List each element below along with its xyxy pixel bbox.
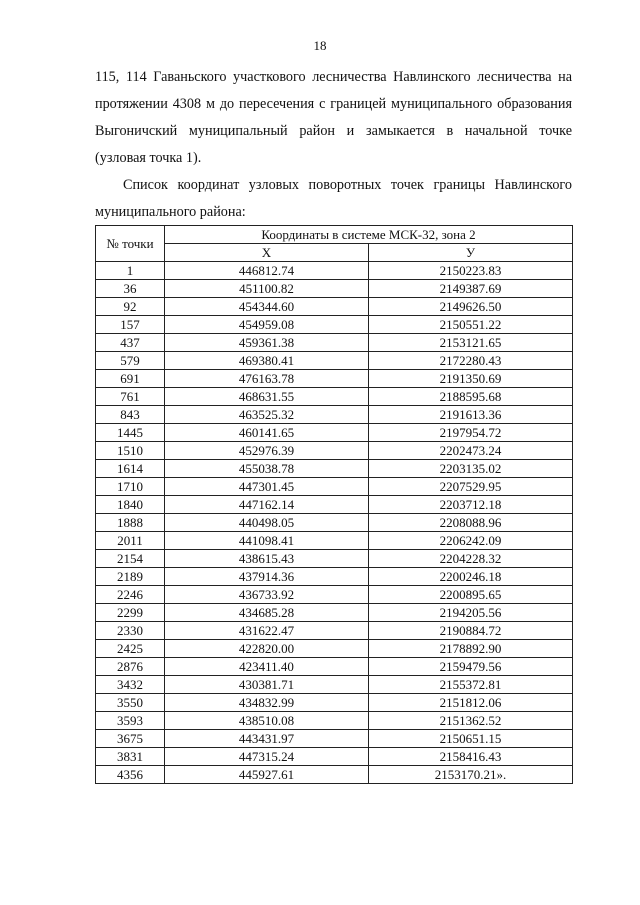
cell-y: 2190884.72 bbox=[369, 622, 573, 640]
cell-point: 1445 bbox=[96, 424, 165, 442]
table-row bbox=[96, 730, 573, 748]
table-row bbox=[96, 550, 573, 568]
cell-point: 1840 bbox=[96, 496, 165, 514]
cell-x: 431622.47 bbox=[165, 622, 369, 640]
table-row bbox=[96, 532, 573, 550]
cell-point: 4356 bbox=[96, 766, 165, 784]
cell-point: 2425 bbox=[96, 640, 165, 658]
paragraph-line: Список координат узловых поворотных точек границы Навлинского bbox=[123, 177, 572, 193]
cell-y: 2194205.56 bbox=[369, 604, 573, 622]
cell-y: 2191613.36 bbox=[369, 406, 573, 424]
header-point-number: № точки bbox=[96, 226, 165, 262]
paragraph-line: муниципального района: bbox=[95, 204, 246, 220]
cell-y: 2202473.24 bbox=[369, 442, 573, 460]
cell-y: 2208088.96 bbox=[369, 514, 573, 532]
cell-x: 468631.55 bbox=[165, 388, 369, 406]
cell-x: 469380.41 bbox=[165, 352, 369, 370]
table-row bbox=[96, 694, 573, 712]
table-row bbox=[96, 514, 573, 532]
table-row bbox=[96, 640, 573, 658]
cell-point: 3593 bbox=[96, 712, 165, 730]
table-row bbox=[96, 478, 573, 496]
cell-x: 445927.61 bbox=[165, 766, 369, 784]
table-row bbox=[96, 370, 573, 388]
cell-point: 761 bbox=[96, 388, 165, 406]
table-row bbox=[96, 586, 573, 604]
paragraph-border-description bbox=[95, 64, 572, 172]
cell-point: 2154 bbox=[96, 550, 165, 568]
cell-y: 2197954.72 bbox=[369, 424, 573, 442]
cell-point: 1 bbox=[96, 262, 165, 280]
table-row bbox=[96, 298, 573, 316]
cell-x: 423411.40 bbox=[165, 658, 369, 676]
cell-x: 434685.28 bbox=[165, 604, 369, 622]
cell-point: 1710 bbox=[96, 478, 165, 496]
cell-x: 446812.74 bbox=[165, 262, 369, 280]
cell-point: 843 bbox=[96, 406, 165, 424]
header-x: X bbox=[165, 244, 369, 262]
cell-point: 1510 bbox=[96, 442, 165, 460]
cell-x: 440498.05 bbox=[165, 514, 369, 532]
cell-x: 430381.71 bbox=[165, 676, 369, 694]
page-number: 18 bbox=[313, 38, 327, 53]
paragraph-line: 115, 114 Гаваньского участкового лесничества Навлинского лесничества на bbox=[95, 69, 572, 85]
cell-y: 2204228.32 bbox=[369, 550, 573, 568]
cell-y: 2153170.21». bbox=[369, 766, 573, 784]
table-row bbox=[96, 460, 573, 478]
cell-y: 2151362.52 bbox=[369, 712, 573, 730]
table-row bbox=[96, 676, 573, 694]
cell-x: 455038.78 bbox=[165, 460, 369, 478]
cell-y: 2149387.69 bbox=[369, 280, 573, 298]
cell-y: 2151812.06 bbox=[369, 694, 573, 712]
cell-y: 2150223.83 bbox=[369, 262, 573, 280]
paragraph-line: (узловая точка 1). bbox=[95, 150, 202, 166]
cell-point: 437 bbox=[96, 334, 165, 352]
cell-y: 2172280.43 bbox=[369, 352, 573, 370]
cell-x: 422820.00 bbox=[165, 640, 369, 658]
cell-x: 443431.97 bbox=[165, 730, 369, 748]
cell-x: 460141.65 bbox=[165, 424, 369, 442]
cell-y: 2178892.90 bbox=[369, 640, 573, 658]
table-row bbox=[96, 352, 573, 370]
paragraph-line: протяжении 4308 м до пересечения с границей муниципального образования bbox=[95, 96, 572, 112]
table-row bbox=[96, 316, 573, 334]
cell-y: 2150651.15 bbox=[369, 730, 573, 748]
cell-x: 451100.82 bbox=[165, 280, 369, 298]
cell-x: 454959.08 bbox=[165, 316, 369, 334]
paragraph-coordinates-intro bbox=[95, 172, 572, 226]
cell-point: 2330 bbox=[96, 622, 165, 640]
cell-x: 459361.38 bbox=[165, 334, 369, 352]
paragraph-line: Выгоничский муниципальный район и замыкается в начальной точке bbox=[95, 123, 572, 139]
table-row bbox=[96, 496, 573, 514]
cell-point: 2189 bbox=[96, 568, 165, 586]
table-row bbox=[96, 280, 573, 298]
cell-x: 476163.78 bbox=[165, 370, 369, 388]
cell-point: 3432 bbox=[96, 676, 165, 694]
cell-x: 447315.24 bbox=[165, 748, 369, 766]
table-row bbox=[96, 766, 573, 784]
cell-y: 2200895.65 bbox=[369, 586, 573, 604]
cell-x: 454344.60 bbox=[165, 298, 369, 316]
cell-point: 3675 bbox=[96, 730, 165, 748]
cell-x: 438510.08 bbox=[165, 712, 369, 730]
cell-point: 2299 bbox=[96, 604, 165, 622]
cell-point: 157 bbox=[96, 316, 165, 334]
cell-point: 2246 bbox=[96, 586, 165, 604]
cell-point: 579 bbox=[96, 352, 165, 370]
cell-point: 36 bbox=[96, 280, 165, 298]
cell-y: 2155372.81 bbox=[369, 676, 573, 694]
table-row bbox=[96, 712, 573, 730]
cell-y: 2200246.18 bbox=[369, 568, 573, 586]
table-row bbox=[96, 406, 573, 424]
cell-point: 92 bbox=[96, 298, 165, 316]
table-row bbox=[96, 622, 573, 640]
cell-point: 2876 bbox=[96, 658, 165, 676]
cell-y: 2207529.95 bbox=[369, 478, 573, 496]
cell-point: 2011 bbox=[96, 532, 165, 550]
table-row bbox=[96, 748, 573, 766]
cell-x: 438615.43 bbox=[165, 550, 369, 568]
cell-point: 1614 bbox=[96, 460, 165, 478]
cell-point: 3550 bbox=[96, 694, 165, 712]
cell-y: 2150551.22 bbox=[369, 316, 573, 334]
table-row bbox=[96, 424, 573, 442]
coordinates-table bbox=[95, 225, 573, 784]
cell-y: 2153121.65 bbox=[369, 334, 573, 352]
cell-point: 3831 bbox=[96, 748, 165, 766]
cell-point: 1888 bbox=[96, 514, 165, 532]
cell-y: 2203712.18 bbox=[369, 496, 573, 514]
header-y: У bbox=[369, 244, 573, 262]
table-row bbox=[96, 262, 573, 280]
cell-y: 2158416.43 bbox=[369, 748, 573, 766]
cell-point: 691 bbox=[96, 370, 165, 388]
table-row bbox=[96, 442, 573, 460]
cell-x: 463525.32 bbox=[165, 406, 369, 424]
cell-y: 2188595.68 bbox=[369, 388, 573, 406]
table-row bbox=[96, 388, 573, 406]
header-coordinate-system: Координаты в системе МСК-32, зона 2 bbox=[165, 226, 573, 244]
cell-y: 2191350.69 bbox=[369, 370, 573, 388]
cell-x: 447301.45 bbox=[165, 478, 369, 496]
cell-x: 437914.36 bbox=[165, 568, 369, 586]
cell-y: 2203135.02 bbox=[369, 460, 573, 478]
cell-y: 2159479.56 bbox=[369, 658, 573, 676]
cell-x: 452976.39 bbox=[165, 442, 369, 460]
table-row bbox=[96, 568, 573, 586]
cell-x: 434832.99 bbox=[165, 694, 369, 712]
cell-y: 2206242.09 bbox=[369, 532, 573, 550]
cell-y: 2149626.50 bbox=[369, 298, 573, 316]
table-row bbox=[96, 604, 573, 622]
table-row bbox=[96, 658, 573, 676]
table-body bbox=[96, 262, 573, 784]
cell-x: 447162.14 bbox=[165, 496, 369, 514]
table-row bbox=[96, 334, 573, 352]
cell-x: 436733.92 bbox=[165, 586, 369, 604]
cell-x: 441098.41 bbox=[165, 532, 369, 550]
